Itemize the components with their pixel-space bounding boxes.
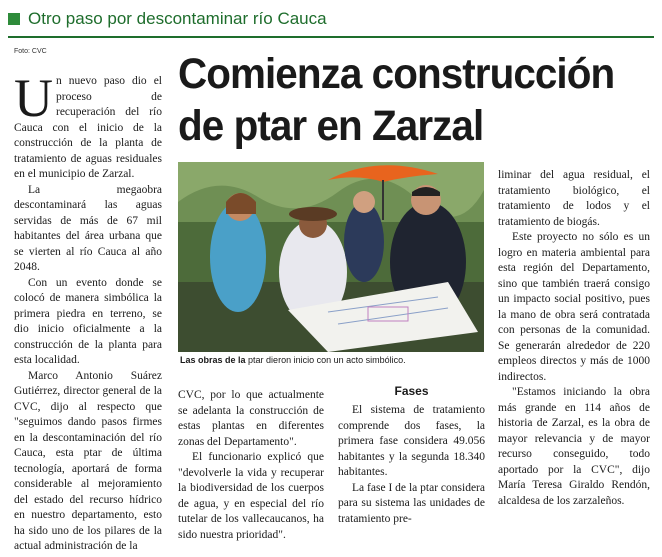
section-kicker xyxy=(8,8,327,30)
paragraph-3: Con un evento donde se colocó de manera simbólica la primera piedra en terreno, se dio inicio oficialmente a la construcción de la planta para esta localidad. xyxy=(14,276,162,366)
paragraph-9: liminar del agua residual, el tratamiento biológico, el tratamiento de lodos y el tratamiento de biogás. xyxy=(498,169,650,228)
paragraph-10: Este proyecto no sólo es un logro en materia ambiental para esta región del Departamento, sino que también traerá consigo un impacto social positivo, pues la mano de obra será contratada con personas de la comunidad. Se generarán alrededor de 220 empleos directos y más de 1000 indirectos. xyxy=(498,231,650,383)
fases-heading: Fases xyxy=(394,384,429,398)
article-column-4 xyxy=(498,168,650,509)
article-column-3 xyxy=(338,403,485,527)
paragraph-2: La megaobra descontaminará las aguas servidas de más de 67 mil habitantes del área urbana que se vierten al río Cauca al año 2048. xyxy=(14,183,162,273)
paragraph-1: Un nuevo paso dio el proceso de recuperación del río Cauca con el inicio de la construcción de la planta de tratamiento de aguas residuales en el municipio de Zarzal. xyxy=(14,68,162,180)
article-photo xyxy=(178,162,484,352)
paragraph-6: El funcionario explicó que "devolverle la vida y recuperar la biodiversidad de los cuerpos de agua, y en especial del río tutelar de los vallecaucanos, ha sido nuestra prioridad". xyxy=(178,451,324,541)
photo-illustration xyxy=(178,162,484,352)
header-rule xyxy=(8,36,654,38)
dropcap: U xyxy=(14,68,53,128)
paragraph-4: Marco Antonio Suárez Gutiérrez, director general de la CVC, dijo al respecto que "seguimos dando pasos firmes en la descontaminación del río Cauca, esta ptar de última tecnología, aportará de forma considerable al mejoramiento del estado del recurso hídrico en nuestro departamento, esto ha sido uno de los pilares de la actual administración de la xyxy=(14,369,162,552)
headline-line-1: Comienza construcción xyxy=(178,50,615,98)
paragraph-11: "Estamos iniciando la obra más grande en 114 años de historia de Zarzal, es la obra de mayor relevancia y de mayor recurso conseguido, todo aportado por la CVC", dijo María Teresa Giraldo Rendón, alcaldesa de los zarzaleños. xyxy=(498,386,650,507)
caption-lead: Las obras de la xyxy=(180,355,246,365)
kicker-square-icon xyxy=(8,13,20,25)
headline-line-2: de ptar en Zarzal xyxy=(178,102,484,150)
article-column-2 xyxy=(178,388,324,543)
paragraph-5: CVC, por lo que actualmente se adelanta la construcción de estas plantas en diferentes zonas del Departamento". xyxy=(178,389,324,448)
paragraph-8: La fase I de la ptar considera para su sistema las unidades de tratamiento pre- xyxy=(338,481,485,525)
photo-credit: Foto: CVC xyxy=(14,48,47,55)
headline xyxy=(178,48,625,152)
photo-caption xyxy=(180,355,486,365)
caption-text: ptar dieron inicio con un acto simbólico. xyxy=(248,355,406,365)
kicker-text: Otro paso por descontaminar río Cauca xyxy=(28,9,327,28)
article-column-1 xyxy=(14,68,162,555)
paragraph-7: El sistema de tratamiento comprende dos fases, la primera fase considera 49.056 habitantes y la segunda 18.340 habitantes. xyxy=(338,404,485,478)
